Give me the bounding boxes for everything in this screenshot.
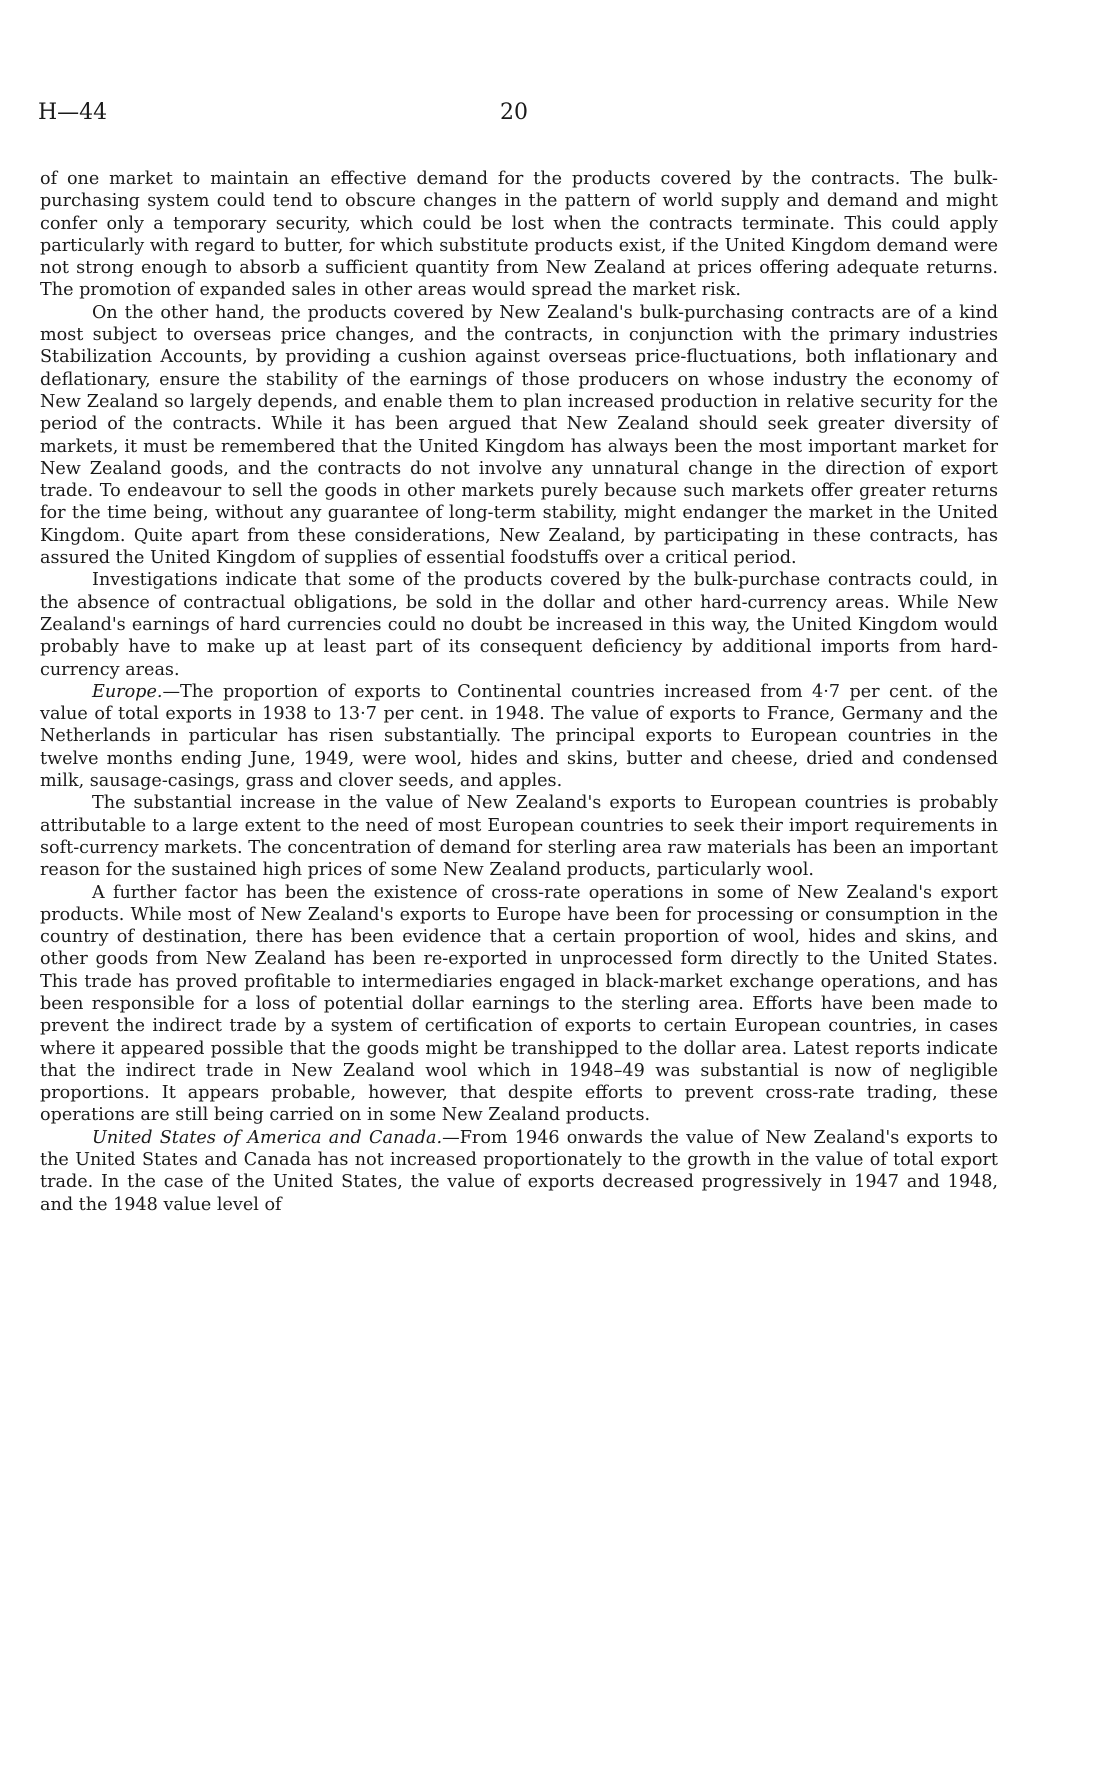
usa-canada-heading: United States of America and Canada.: [92, 1127, 443, 1148]
page-number: 20: [500, 100, 528, 125]
europe-text: —The proportion of exports to Continental countries increased from 4·7 per cent. of the value of total exports in 1938 to 13·7 per cent. in 1948. The value of exports to France, Germany and the Netherlands in particular has risen substantially. The principal exports to European countries in the twelve months ending June, 1949, were wool, hides and skins, butter and cheese, dried and condensed milk, sausage-casings, grass and clover seeds, and apples.: [40, 681, 998, 792]
body-text: [40, 168, 998, 1216]
paragraph-cross-rate: A further factor has been the existence of cross-rate operations in some of New Zealand's export products. While most of New Zealand's exports to Europe have been for processing or consumption in the country of destination, there has been evidence that a certain proportion of wool, hides and skins, and other goods from New Zealand has been re-exported in unprocessed form directly to the United States. This trade has proved profitable to intermediaries engaged in black-market exchange operations, and has been responsible for a loss of potential dollar earnings to the sterling area. Efforts have been made to prevent the indirect trade by a system of certification of exports to certain European countries, in cases where it appeared possible that the goods might be transhipped to the dollar area. Latest reports indicate that the indirect trade in New Zealand wool which in 1948–49 was substantial is now of negligible proportions. It appears probable, however, that despite efforts to prevent cross-rate trading, these operations are still being carried on in some New Zealand products.: [40, 882, 998, 1126]
paragraph-investigations: Investigations indicate that some of the products covered by the bulk-purchase contracts could, in the absence of contractual obligations, be sold in the dollar and other hard-currency areas. While New Zealand's earnings of hard currencies could no doubt be increased in this way, the United Kingdom would probably have to make up at least part of its consequent deficiency by additional imports from hard-currency areas.: [40, 570, 998, 680]
usa-canada-text: —From 1946 onwards the value of New Zealand's exports to the United States and Canada has not increased proportionately to the growth in the value of total export trade. In the case of the United States, the value of exports decreased progressively in 1947 and 1948, and the 1948 value level of: [40, 1127, 998, 1215]
europe-heading: Europe.: [92, 681, 163, 702]
paragraph-europe: [40, 681, 998, 792]
paragraph-usa-canada: [40, 1127, 998, 1216]
paragraph-continuation: of one market to maintain an effective demand for the products covered by the contracts. The bulk-purchasing system could tend to obscure changes in the pattern of world supply and demand and might confer only a temporary security, which could be lost when the contracts terminate. This could apply particularly with regard to butter, for which substitute products exist, if the United Kingdom demand were not strong enough to absorb a sufficient quantity from New Zealand at prices offering adequate returns. The promotion of expanded sales in other areas would spread the market risk.: [40, 169, 998, 301]
document-reference: H—44: [38, 100, 108, 125]
page-header: [38, 100, 998, 140]
paragraph-substantial-increase: The substantial increase in the value of New Zealand's exports to European countries is probably attributable to a large extent to the need of most European countries to seek their import requirements in soft-currency markets. The concentration of demand for sterling area raw materials has been an important reason for the sustained high prices of some New Zealand products, particularly wool.: [40, 793, 998, 881]
paragraph-bulk-purchasing: On the other hand, the products covered by New Zealand's bulk-purchasing contracts are of a kind most subject to overseas price changes, and the contracts, in conjunction with the primary industries Stabilization Accounts, by providing a cushion against overseas price-fluctuations, both inflationary and deflationary, ensure the stability of the earnings of those producers on whose industry the economy of New Zealand so largely depends, and enable them to plan increased production in relative security for the period of the contracts. While it has been argued that New Zealand should seek greater diversity of markets, it must be remembered that the United Kingdom has always been the most important market for New Zealand goods, and the contracts do not involve any unnatural change in the direction of export trade. To endeavour to sell the goods in other markets purely because such markets offer greater returns for the time being, without any guarantee of long-term stability, might endanger the market in the United Kingdom. Quite apart from these considerations, New Zealand, by participating in these contracts, has assured the United Kingdom of supplies of essential foodstuffs over a critical period.: [40, 302, 998, 569]
